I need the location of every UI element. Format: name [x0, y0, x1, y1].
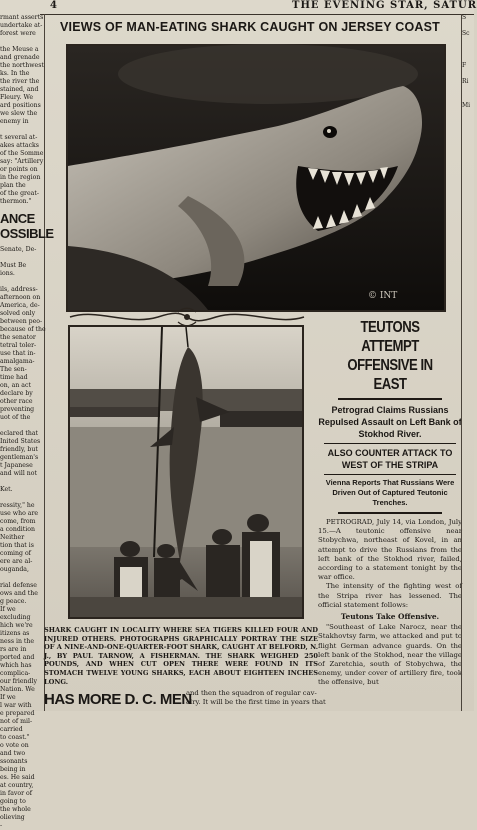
left-column-line: ions. — [0, 270, 15, 277]
left-column-line: use that in- — [0, 350, 36, 357]
left-column-top-text — [0, 14, 44, 206]
left-column-line: The sen- — [0, 366, 27, 373]
right-strip-line — [462, 422, 474, 430]
hanging-shark-photo — [68, 325, 304, 619]
right-strip-line — [462, 446, 474, 454]
right-strip-line — [462, 254, 474, 262]
left-column-line: ks. In the — [0, 70, 30, 77]
left-column-line: Neither — [0, 534, 25, 541]
news-paragraph-3: "Southeast of Lake Narocz, near the Stakhovtsy farm, we attacked and put to flight German advance guards. On the left bank of the Stokhod, near the village of Zaretchia, south of Stobychwa, the enemy, under cover of artillery fire, took the offensive, but — [318, 623, 462, 687]
right-strip-line — [462, 414, 474, 422]
news-paragraph-2: The intensity of the fighting west of the Stripa river has lessened. The official statement follows: — [318, 582, 462, 609]
left-column-line: use who are — [0, 510, 39, 517]
left-column-line: the senator — [0, 334, 36, 341]
left-column-line: come, from — [0, 518, 36, 525]
left-column-line: and grenade — [0, 54, 40, 61]
left-column-line: tetral toler- — [0, 342, 37, 349]
right-strip-line — [462, 358, 474, 366]
left-column-line: ssonants — [0, 758, 28, 765]
right-strip-line — [462, 262, 474, 270]
left-column-line: Must Be — [0, 262, 27, 269]
left-column-line: forest were — [0, 30, 36, 37]
right-strip-line — [462, 438, 474, 446]
right-strip-line — [462, 22, 474, 30]
right-strip-line: Mi — [462, 102, 471, 109]
right-strip-line — [462, 238, 474, 246]
left-column-line: Ket. — [0, 486, 13, 493]
right-strip-line — [462, 198, 474, 206]
left-column-line: t several at- — [0, 134, 38, 141]
left-column-line: amalgama- — [0, 358, 35, 365]
left-column-line: - — [0, 822, 3, 829]
left-column-line: gentleman's — [0, 454, 39, 461]
left-column-line: the river the — [0, 78, 40, 85]
left-column-line: time had — [0, 374, 28, 381]
left-column-line: rial defense — [0, 582, 37, 589]
left-column-headline-2: OSSIBLE — [0, 226, 54, 241]
left-column-line: complica- — [0, 670, 31, 677]
right-strip-line — [462, 294, 474, 302]
left-column-line: ils, address- — [0, 286, 38, 293]
left-column-line: solved only — [0, 310, 36, 317]
right-strip-text — [462, 14, 474, 486]
left-column-line: between peo- — [0, 318, 43, 325]
left-column-line: enemy in — [0, 118, 29, 125]
right-strip-line — [462, 230, 474, 238]
masthead — [40, 0, 477, 15]
news-deck-2: ALSO COUNTER ATTACK TO WEST OF THE STRIPA — [327, 448, 453, 470]
left-column-line: thermon." — [0, 198, 32, 205]
left-column-line: the Meuse a — [0, 46, 39, 53]
left-column-line: hich we're — [0, 622, 33, 629]
left-column-line: g peace. — [0, 598, 27, 605]
left-column-line: declare by — [0, 390, 33, 397]
right-strip-line — [462, 70, 474, 78]
left-column-line: going to — [0, 798, 26, 805]
left-column-line: a condition — [0, 526, 35, 533]
right-strip-line — [462, 270, 474, 278]
left-column-line: carried — [0, 726, 23, 733]
right-strip-line — [462, 166, 474, 174]
right-strip-line — [462, 222, 474, 230]
left-column-line: we slew the — [0, 110, 38, 117]
left-column-line: in favor of — [0, 790, 33, 797]
left-column-line: and two — [0, 750, 26, 757]
left-column-line: the whole — [0, 806, 31, 813]
right-strip-line — [462, 278, 474, 286]
bottom-headline: HAS MORE D. C. MEN — [44, 691, 192, 708]
shark-head-illustration — [68, 46, 444, 310]
right-strip-line — [462, 462, 474, 470]
left-column-line: es. He said — [0, 774, 35, 781]
right-strip-line — [462, 54, 474, 62]
left-column-line: ere are al- — [0, 558, 33, 565]
left-column-line: ows and the — [0, 590, 38, 597]
page-number: 4 — [50, 0, 58, 11]
left-column-line — [0, 126, 44, 134]
left-column-line: plan the — [0, 182, 26, 189]
left-column-line: preventing — [0, 406, 35, 413]
news-body — [318, 518, 462, 688]
right-strip-line — [462, 110, 474, 118]
left-column-line: l war with — [0, 702, 32, 709]
left-column-line: itizens as — [0, 630, 30, 637]
right-strip-line — [462, 286, 474, 294]
right-strip-line — [462, 302, 474, 310]
news-subhead: Teutons Take Offensive. — [340, 612, 440, 622]
left-column-line: to coast." — [0, 734, 30, 741]
left-column-line: other race — [0, 398, 33, 405]
left-column-line: of the great- — [0, 190, 39, 197]
right-strip-line — [462, 318, 474, 326]
right-strip-line — [462, 478, 474, 486]
left-column-line: of the Somme — [0, 150, 44, 157]
left-column-line: ouganda, — [0, 566, 29, 573]
left-column-line: friendly, but — [0, 446, 38, 453]
right-strip-line — [462, 454, 474, 462]
left-column-line: t Japanese — [0, 462, 33, 469]
left-column-line — [0, 574, 44, 582]
left-column-line — [0, 422, 44, 430]
news-headline: TEUTONS ATTEMPT OFFENSIVE IN EAST — [347, 319, 433, 393]
left-column-line: Inited States — [0, 438, 41, 445]
right-strip-line — [462, 374, 474, 382]
left-column-line: Nation. We — [0, 686, 35, 693]
right-strip-line — [462, 158, 474, 166]
right-strip-line — [462, 382, 474, 390]
left-column-line — [0, 494, 44, 502]
right-column-strip — [461, 14, 474, 711]
left-column-line: eclared that — [0, 430, 38, 437]
left-column-line: rs are in — [0, 646, 27, 653]
left-column-line: stained, and — [0, 86, 39, 93]
right-strip-line: Ri — [462, 78, 469, 85]
left-column-line: undertake at- — [0, 22, 43, 29]
right-strip-line — [462, 398, 474, 406]
bottom-story-text — [186, 689, 326, 711]
news-deck-1: Petrograd Claims Russians Repulsed Assault on Left Bank of Stokhod River. — [318, 405, 462, 439]
photo-credit: © INT — [368, 291, 398, 301]
left-column-line: say: "Artillery — [0, 158, 44, 165]
right-strip-line — [462, 310, 474, 318]
left-column-line: rmant asserts — [0, 14, 44, 21]
left-column-line: If we — [0, 694, 16, 701]
left-column-line: afternoon on — [0, 294, 41, 301]
left-column-line: in the region — [0, 174, 41, 181]
right-strip-line — [462, 86, 474, 94]
ornamental-divider — [68, 308, 306, 326]
right-strip-line — [462, 46, 474, 54]
right-strip-line — [462, 430, 474, 438]
right-strip-line: S — [462, 14, 467, 21]
right-strip-line — [462, 150, 474, 158]
left-column-line: at country, — [0, 782, 34, 789]
left-column-line: If we — [0, 606, 16, 613]
left-column-line: being in — [0, 766, 26, 773]
left-column-line: uot of the — [0, 414, 31, 421]
left-column-headline-1: ANCE — [0, 211, 35, 226]
bottom-story-line: alry. It will be the first time in years that — [186, 697, 326, 706]
left-column-line: coming of — [0, 550, 31, 557]
right-strip-line — [462, 206, 474, 214]
left-column-line: and will not — [0, 470, 37, 477]
news-story — [318, 318, 462, 711]
right-strip-line — [462, 182, 474, 190]
left-column-line: olieving — [0, 814, 25, 821]
right-strip-line — [462, 326, 474, 334]
left-column-line: Fleury. We — [0, 94, 33, 101]
right-strip-line — [462, 366, 474, 374]
left-column-line: e prepared — [0, 710, 35, 717]
right-strip-line — [462, 38, 474, 46]
photo-section-headline: VIEWS OF MAN-EATING SHARK CAUGHT ON JERSEY COAST — [60, 20, 440, 34]
left-column-line — [0, 254, 44, 262]
left-column-line: ported and — [0, 654, 35, 661]
right-strip-line — [462, 118, 474, 126]
right-strip-line — [462, 390, 474, 398]
left-column-line: or points on — [0, 166, 38, 173]
right-strip-line — [462, 334, 474, 342]
left-column-line: not of mil- — [0, 718, 33, 725]
left-column-line: akes attacks — [0, 142, 39, 149]
bottom-story-line: and then the squadron of regular cav- — [186, 689, 317, 697]
right-strip-line: Sc — [462, 30, 470, 37]
left-column — [0, 14, 54, 829]
left-column-line: ard positions — [0, 102, 41, 109]
right-strip-line: F — [462, 62, 467, 69]
left-column-line: Senate, De- — [0, 246, 37, 253]
news-deck-3: Vienna Reports That Russians Were Driven Out of Captured Teutonic Trenches. — [325, 478, 455, 507]
right-strip-line — [462, 94, 474, 102]
left-column-line: the northwest — [0, 62, 44, 69]
left-column-line: because of the — [0, 326, 46, 333]
left-column-line — [0, 278, 44, 286]
hanging-shark-illustration — [70, 327, 302, 617]
right-strip-line — [462, 406, 474, 414]
right-strip-line — [462, 126, 474, 134]
news-paragraph-1: PETROGRAD, July 14, via London, July 15.—A teutonic offensive near Stobychwa, northeast of Kovel, in an attempt to drive the Russians from the left bank of the Stokhod river, failed, according to a statement tonight by the war office. — [318, 518, 462, 582]
left-column-line — [0, 478, 44, 486]
right-strip-line — [462, 190, 474, 198]
left-column-line — [0, 38, 44, 46]
left-column-line: which has — [0, 662, 32, 669]
right-strip-line — [462, 142, 474, 150]
right-strip-line — [462, 350, 474, 358]
paper-title: THE EVENING STAR, SATUR — [292, 0, 477, 11]
left-column-line: America, de- — [0, 302, 40, 309]
left-column-line: our friendly — [0, 678, 37, 685]
right-strip-line — [462, 342, 474, 350]
left-column-line: on, an act — [0, 382, 31, 389]
photo-caption: SHARK CAUGHT IN LOCALITY WHERE SEA TIGERS KILLED FOUR AND INJURED OTHERS. PHOTOGRAPHS GRAPHICALLY PORTRAY THE SIZE OF A NINE-AND-ONE-QUARTER-FOOT SHARK, CAUGHT AT BELFORD, N. J., BY PAUL TARNOW, A FISHERMAN. THE SHARK WEIGHED 250 POUNDS, AND WHEN CUT OPEN THERE WERE FOUND IN ITS STOMACH TWELVE YOUNG SHARKS, EACH ABOUT EIGHTEEN INCHES LONG. — [44, 626, 318, 686]
right-strip-line — [462, 134, 474, 142]
left-column-line: ressity," he — [0, 502, 35, 509]
left-column-line: excluding — [0, 614, 31, 621]
right-strip-line — [462, 246, 474, 254]
shark-head-photo — [66, 44, 446, 312]
left-column-line: o vote on — [0, 742, 29, 749]
right-strip-line — [462, 470, 474, 478]
left-column-line: ness in the — [0, 638, 35, 645]
right-strip-line — [462, 174, 474, 182]
left-column-body-text — [0, 246, 44, 830]
left-column-line: tion that is — [0, 542, 34, 549]
right-strip-line — [462, 214, 474, 222]
